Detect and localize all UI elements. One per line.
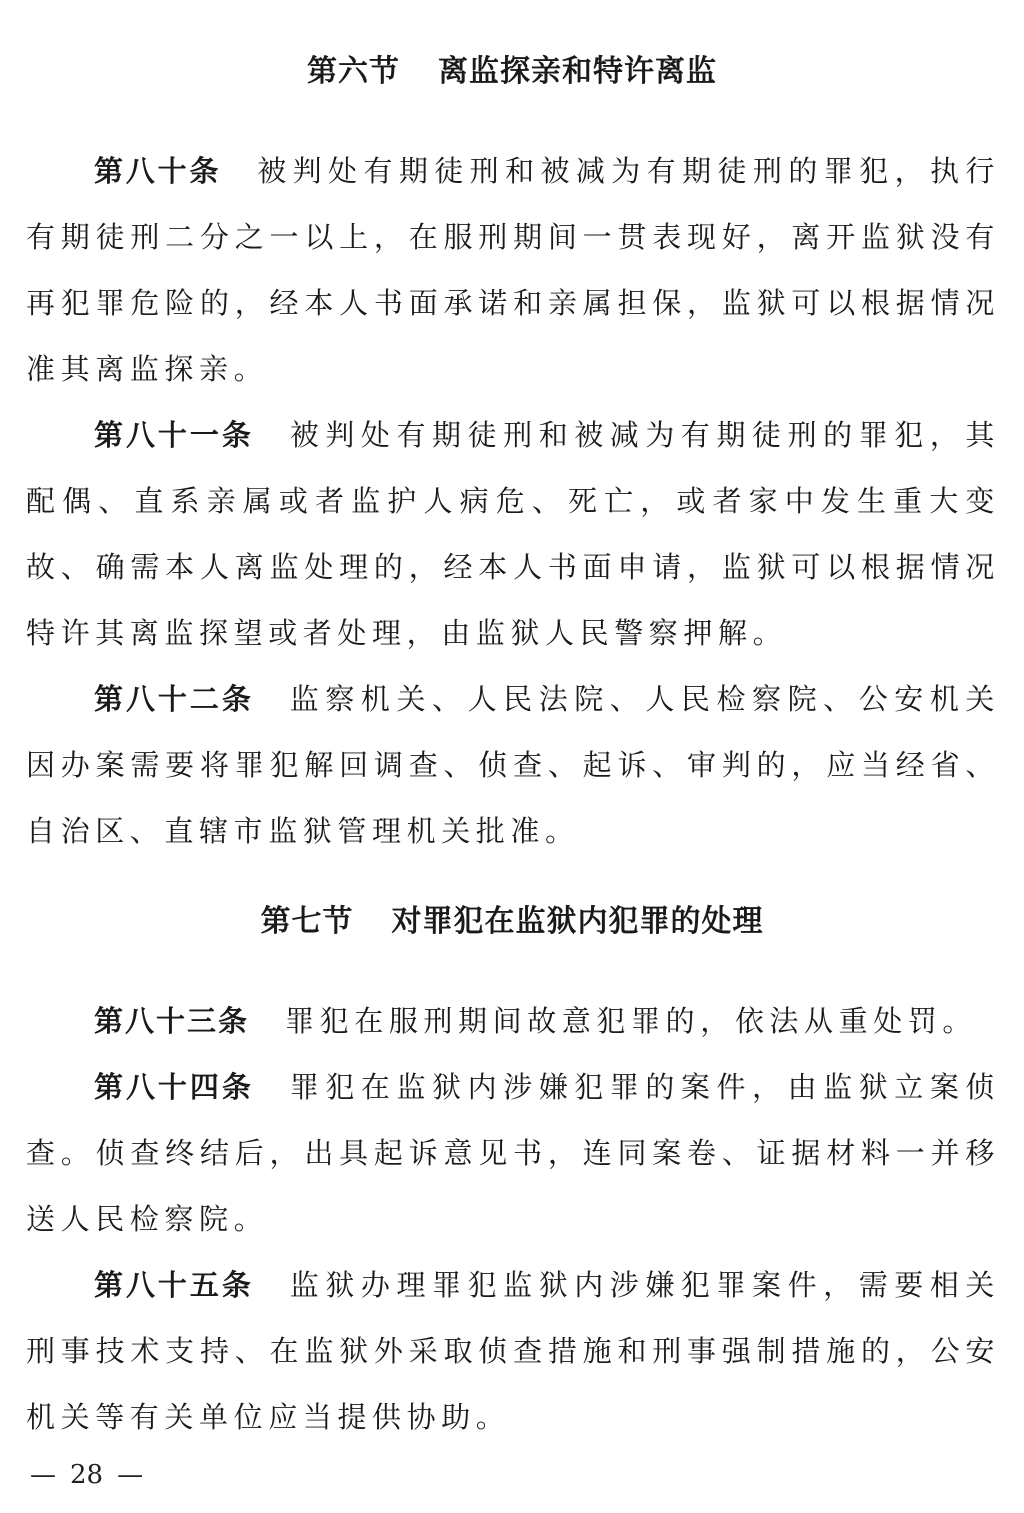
page-footer xyxy=(30,1455,143,1495)
article-paragraph xyxy=(26,1054,1000,1252)
article-paragraph xyxy=(26,988,1000,1054)
section-heading: 离监探亲和特许离监 xyxy=(438,54,717,89)
article-number: 第八十四条 xyxy=(94,1070,254,1104)
footer-dash-left: — xyxy=(30,1460,56,1490)
article-number: 第八十五条 xyxy=(94,1268,254,1302)
section-title xyxy=(0,52,1024,92)
article-text: 监狱办理罪犯监狱内涉嫌犯罪案件，需要相关刑事技术支持、在监狱外采取侦查措施和刑事强制措施的，公安机关等有关单位应当提供协助。 xyxy=(26,1268,1000,1434)
article-paragraph xyxy=(26,402,1000,666)
section-number: 第七节 xyxy=(260,904,354,939)
section-heading: 对罪犯在监狱内犯罪的处理 xyxy=(391,904,764,939)
footer-dash-right: — xyxy=(117,1460,144,1490)
article-number: 第八十二条 xyxy=(94,682,254,716)
page-number: 28 xyxy=(70,1460,104,1490)
section-number: 第六节 xyxy=(307,54,400,89)
article-text: 罪犯在监狱内涉嫌犯罪的案件，由监狱立案侦查。侦查终结后，出具起诉意见书，连同案卷、证据材料一并移送人民检察院。 xyxy=(26,1070,1000,1236)
article-paragraph xyxy=(26,138,1000,402)
article-text: 罪犯在服刑期间故意犯罪的，依法从重处罚。 xyxy=(285,1004,978,1038)
article-number: 第八十一条 xyxy=(94,418,254,452)
section-title xyxy=(0,902,1024,942)
article-paragraph xyxy=(26,1252,1000,1450)
article-number: 第八十三条 xyxy=(94,1004,250,1038)
article-text: 被判处有期徒刑和被减为有期徒刑的罪犯，执行有期徒刑二分之一以上，在服刑期间一贯表现好，离开监狱没有再犯罪危险的，经本人书面承诺和亲属担保，监狱可以根据情况准其离监探亲。 xyxy=(26,154,1000,386)
article-number: 第八十条 xyxy=(94,154,222,188)
article-text: 被判处有期徒刑和被减为有期徒刑的罪犯，其配偶、直系亲属或者监护人病危、死亡，或者家中发生重大变故、确需本人离监处理的，经本人书面申请，监狱可以根据情况特许其离监探望或者处理，由监狱人民警察押解。 xyxy=(26,418,1000,650)
article-text: 监察机关、人民法院、人民检察院、公安机关因办案需要将罪犯解回调查、侦查、起诉、审判的，应当经省、自治区、直辖市监狱管理机关批准。 xyxy=(26,682,1000,848)
article-paragraph xyxy=(26,666,1000,864)
